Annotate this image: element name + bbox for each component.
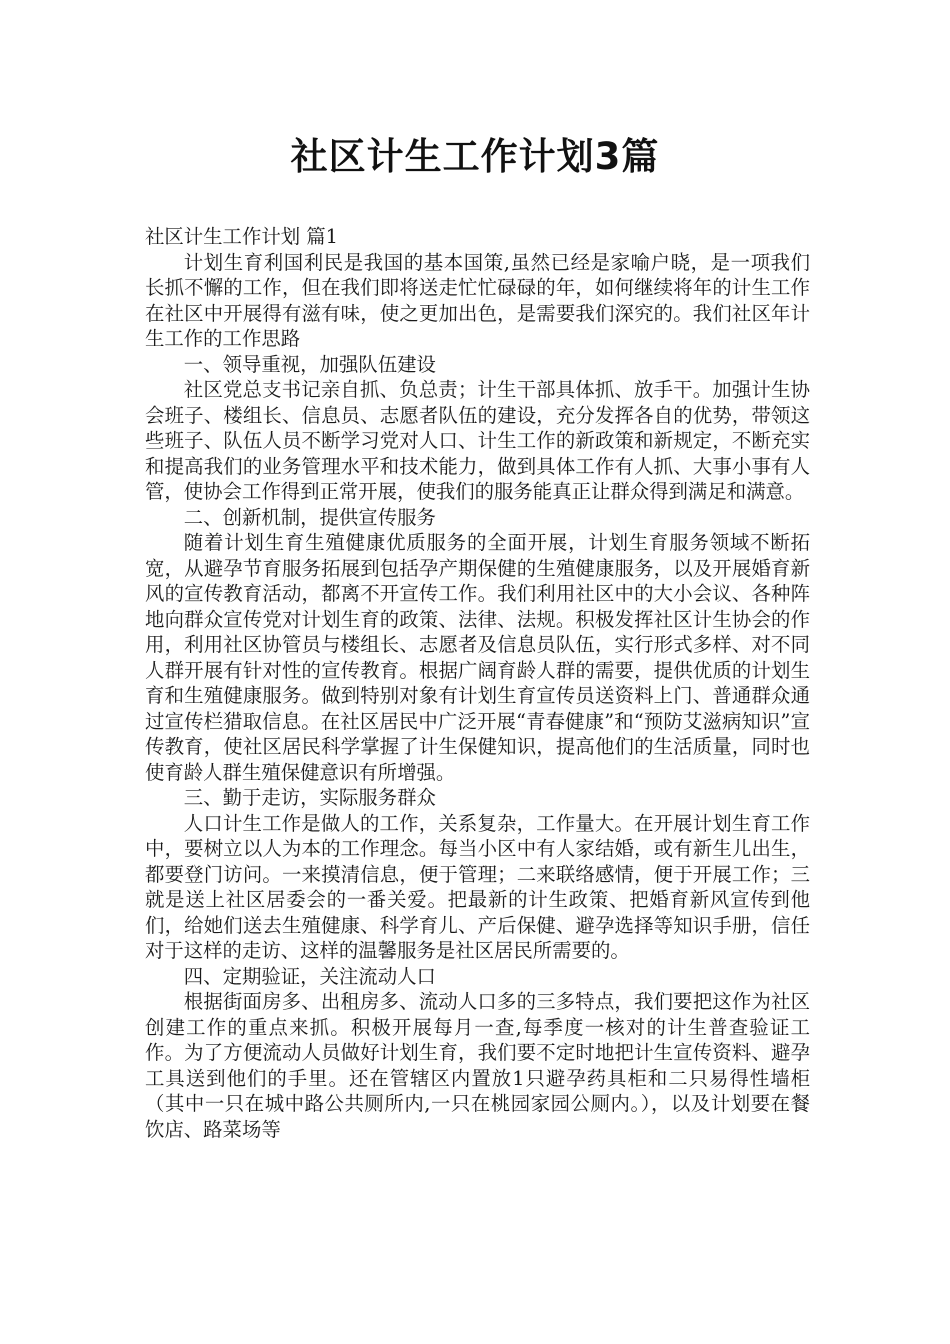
heading-4: 四、定期验证，关注流动人口 xyxy=(183,964,436,988)
paragraph-intro: 计划生育利国利民是我国的基本国策,虽然已经是家喻户晓，是一项我们长抓不懈的工作，但在我们即将送走忙忙碌碌的年，如何继续将年的计生工作在社区中开展得有滋有味，使之更加出色，是需要我们深究的。我们社区年计生工作的工作思路 xyxy=(145,250,810,350)
paragraph-2: 随着计划生育生殖健康优质服务的全面开展，计划生育服务领域不断拓宽，从避孕节育服务拓展到包括孕产期保健的生殖健康服务，以及开展婚育新风的宣传教育活动，都离不开宣传工作。我们利用社区中的大小会议、各种阵地向群众宣传党对计划生育的政策、法律、法规。积极发挥社区计生协会的作用，利用社区协管员与楼组长、志愿者及信息员队伍，实行形式多样、对不同人群开展有针对性的宣传教育。根据广阔育龄人群的需要，提供优质的计划生育和生殖健康服务。做到特别对象有计划生育宣传员送资料上门、普通群众通过宣传栏猎取信息。在社区居民中广泛开展“青春健康”和“预防艾滋病知识”宣传教育，使社区居民科学掌握了计生保健知识，提高他们的生活质量，同时也使育龄人群生殖保健意识有所增强。 xyxy=(145,531,810,784)
paragraph-1: 社区党总支书记亲自抓、负总责；计生干部具体抓、放手干。加强计生协会班子、楼组长、信息员、志愿者队伍的建设，充分发挥各自的优势，带领这些班子、队伍人员不断学习党对人口、计生工作的新政策和新规定，不断充实和提高我们的业务管理水平和技术能力，做到具体工作有人抓、大事小事有人管，使协会工作得到正常开展，使我们的服务能真正让群众得到满足和满意。 xyxy=(145,378,810,503)
document-body xyxy=(145,224,810,1142)
heading-1: 一、领导重视，加强队伍建设 xyxy=(183,352,436,376)
paragraph-3: 人口计生工作是做人的工作，关系复杂，工作量大。在开展计划生育工作中，要树立以人为本的工作理念。每当小区中有人家结婚，或有新生儿出生，都要登门访问。一来摸清信息，便于管理；二来联络感情，便于开展工作；三就是送上社区居委会的一番关爱。把最新的计生政策、把婚育新风宣传到他们，给她们送去生殖健康、科学育儿、产后保健、避孕选择等知识手册，信任对于这样的走访、这样的温馨服务是社区居民所需要的。 xyxy=(145,811,810,962)
heading-2: 二、创新机制，提供宣传服务 xyxy=(183,505,436,529)
document-title: 社区计生工作计划3篇 xyxy=(290,135,660,178)
heading-3: 三、勤于走访，实际服务群众 xyxy=(183,786,436,809)
section-title: 社区计生工作计划 篇1 xyxy=(145,225,339,248)
paragraph-4: 根据街面房多、出租房多、流动人口多的三多特点，我们要把这作为社区创建工作的重点来抓。积极开展每月一查,每季度一核对的计生普查验证工作。为了方便流动人员做好计划生育，我们要不定时地把计生宣传资料、避孕工具送到他们的手里。还在管辖区内置放1只避孕药具柜和二只易得性墙柜（其中一只在城中路公共厕所内,一只在桃园家园公厕内。），以及计划要在餐饮店、路菜场等 xyxy=(145,990,810,1141)
